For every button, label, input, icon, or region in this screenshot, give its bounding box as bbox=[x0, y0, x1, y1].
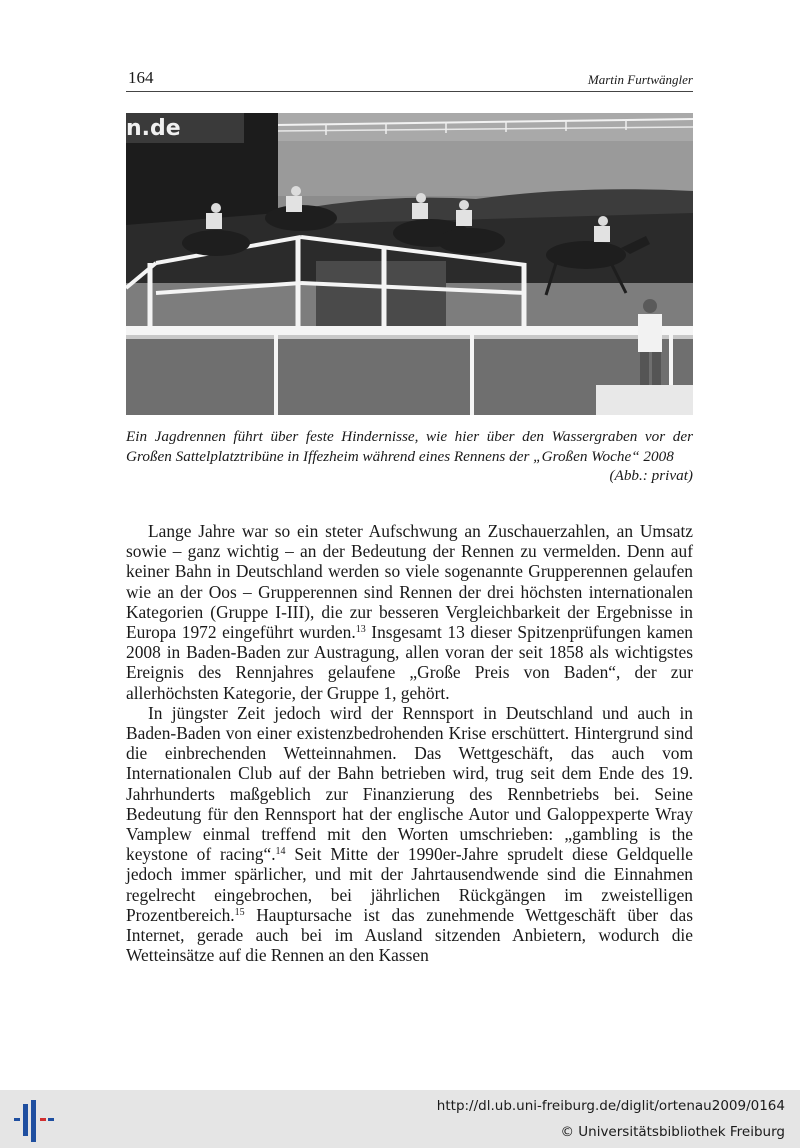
paragraph bbox=[126, 703, 693, 966]
paragraph-text: Hauptursache ist das zunehmende Wettgeschäft über das Internet, gerade auch bei im Ausland sitzenden Anbietern, wodurch die Wetteinsätze auf die Rennen an den Kassen bbox=[126, 904, 693, 966]
paragraph bbox=[126, 521, 693, 703]
source-url-link[interactable]: http://dl.ub.uni-freiburg.de/diglit/ortenau2009/0164 bbox=[436, 1098, 785, 1114]
steeplechase-photo bbox=[126, 113, 693, 415]
body-text bbox=[126, 521, 693, 965]
paragraph-text: Lange Jahre war so ein steter Aufschwung an Zuschauerzahlen, an Umsatz sowie – ganz wichtig – an der Bedeutung der Rennen zu vermelden. Denn auf keiner Bahn in Deutschland werden so viele sogenannte Grupperennen gelaufen wie an der Oos – Grupperennen sind Rennen der drei höchsten internationalen Kategorien (Gruppe I-III), die zur besseren Vergleichbarkeit der Ergebnisse in Europa 1972 eingeführt wurden. bbox=[126, 521, 693, 643]
billboard-sign-text: n.de bbox=[126, 116, 181, 141]
running-header-author: Martin Furtwängler bbox=[587, 72, 693, 87]
footnote-marker: 13 bbox=[355, 624, 366, 636]
header-rule bbox=[126, 91, 693, 92]
caption-text: Ein Jagdrennen führt über feste Hindernisse, wie hier über den Wassergraben vor der Großen Sattelplatztribüne in Iffezheim während eines Rennens der „Großen Woche“ 2008 bbox=[126, 428, 693, 465]
footnote-marker: 14 bbox=[275, 846, 286, 858]
page-number: 164 bbox=[128, 68, 154, 87]
footnote-marker: 15 bbox=[234, 906, 245, 918]
library-logo bbox=[14, 1100, 54, 1142]
paragraph-text: Seit Mitte der 1990er-Jahre sprudelt diese Geldquelle jedoch immer spärlicher, und mit der Jahrtausendwende sind die Einnahmen regelrecht eingebrochen, bei jährlichen Rückgängen im zweistelligen Prozentbereich. bbox=[126, 844, 693, 925]
photo-credit: (Abb.: privat) bbox=[609, 467, 693, 484]
paragraph-text: Insgesamt 13 dieser Spitzenprüfungen kamen 2008 in Baden-Baden zur Austragung, allen voran der seit 1858 als wichtigstes Ereignis des Rennjahres gelaufene „Große Preis von Baden“, der zur allerhöchsten Kategorie, der Gruppe 1, gehört. bbox=[126, 622, 693, 703]
copyright-notice: © Universitätsbibliothek Freiburg bbox=[560, 1124, 785, 1140]
paragraph-text: In jüngster Zeit jedoch wird der Rennsport in Deutschland und auch in Baden-Baden von einer existenzbedrohenden Krise erschüttert. Hintergrund sind die einbrechenden Wetteinnahmen. Das Wettgeschäft, das auch vom Internationalen Club auf der Bahn betrieben wird, trug seit dem Ende des 19. Jahrhunderts maßgeblich zur Finanzierung des Rennbetriebs bei. Seine Bedeutung für den Rennsport hat der englische Autor und Galoppexperte Wray Vamplew einmal treffend mit den Worten umschrieben: „gambling is the keystone of racing“. bbox=[126, 702, 693, 865]
figure-caption bbox=[126, 427, 693, 486]
